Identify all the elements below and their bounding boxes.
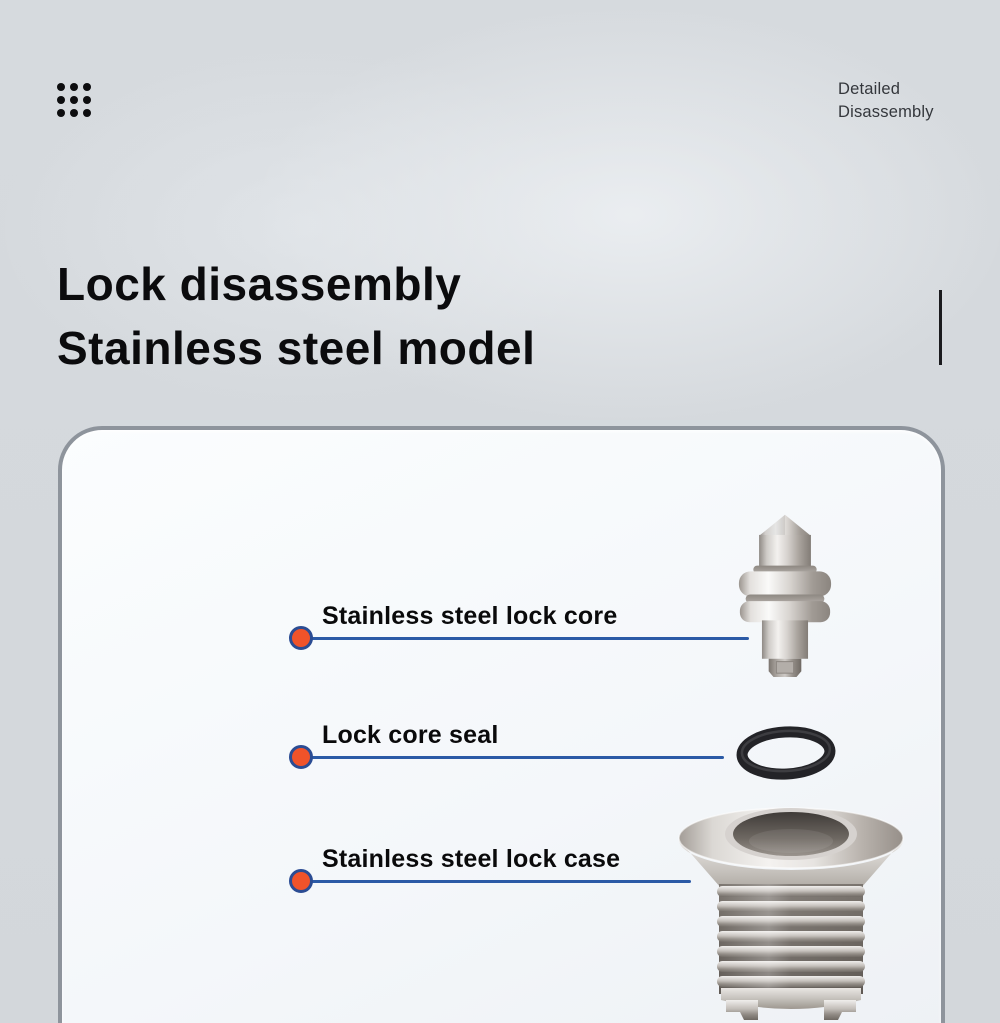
callout-lock-case <box>289 845 709 901</box>
callout-lock-core <box>289 602 759 658</box>
grid-dot <box>70 96 78 104</box>
stainless-steel-lock-core-image <box>737 509 833 677</box>
grid-dots-icon <box>57 83 91 117</box>
grid-dot <box>57 83 65 91</box>
rubber-o-ring-seal-image <box>734 722 839 783</box>
callout-label: Lock core seal <box>322 721 499 749</box>
grid-dot <box>83 109 91 117</box>
callout-line <box>301 637 749 640</box>
detail-caption-line1: Detailed <box>838 80 901 98</box>
grid-dot <box>57 96 65 104</box>
page-title-line2: Stainless steel model <box>57 322 536 374</box>
callout-lock-core-seal <box>289 721 739 777</box>
page-title-line1: Lock disassembly <box>57 258 462 310</box>
page-title <box>57 252 535 380</box>
callout-dot <box>289 626 313 650</box>
detail-caption-line2: Disassembly <box>838 103 934 121</box>
grid-dot <box>57 109 65 117</box>
grid-dot <box>70 109 78 117</box>
callout-dot <box>289 869 313 893</box>
vertical-accent-line <box>939 290 942 365</box>
callout-line <box>301 880 691 883</box>
callout-label: Stainless steel lock case <box>322 845 621 873</box>
callout-dot <box>289 745 313 769</box>
grid-dot <box>83 83 91 91</box>
detail-caption <box>838 78 934 124</box>
callout-label: Stainless steel lock core <box>322 602 618 630</box>
callout-line <box>301 756 724 759</box>
stainless-steel-lock-case-image <box>671 794 911 1023</box>
grid-dot <box>83 96 91 104</box>
grid-dot <box>70 83 78 91</box>
